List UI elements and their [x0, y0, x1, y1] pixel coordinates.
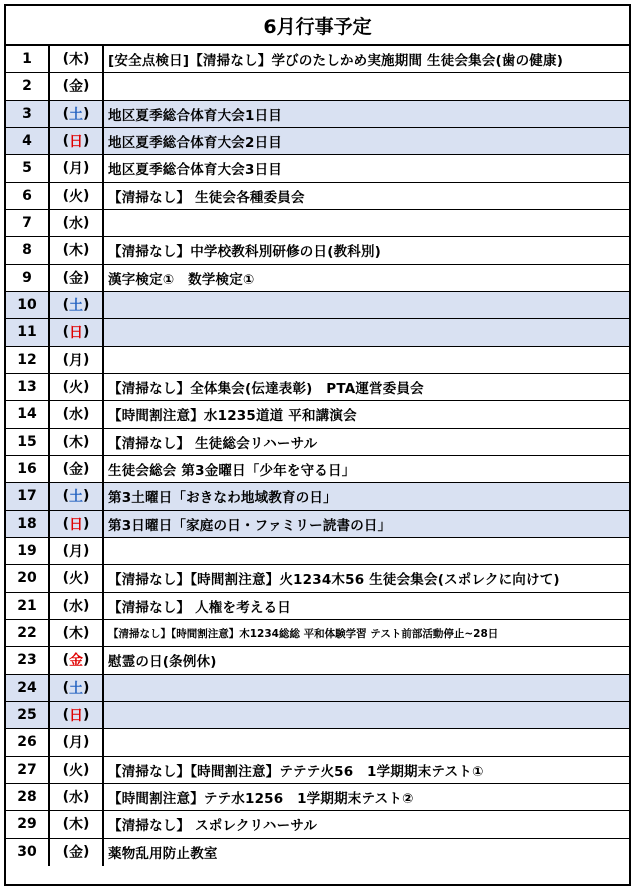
weekday-close-paren: ) [83, 269, 90, 286]
day-number: 1 [6, 46, 50, 72]
schedule-sheet [4, 4, 631, 886]
weekday-cell [50, 757, 104, 783]
day-number: 11 [6, 319, 50, 345]
weekday-label: 土 [69, 489, 83, 506]
weekday-label: 火 [69, 762, 83, 779]
weekday-close-paren: ) [83, 570, 90, 587]
schedule-row [6, 292, 629, 319]
day-number: 8 [6, 237, 50, 263]
schedule-title: 6月行事予定 [6, 6, 629, 46]
weekday-open-paren: ( [62, 187, 69, 204]
weekday-cell [50, 347, 104, 373]
weekday-open-paren: ( [62, 133, 69, 150]
day-number: 9 [6, 265, 50, 291]
weekday-cell [50, 292, 104, 318]
weekday-cell [50, 675, 104, 701]
weekday-open-paren: ( [62, 433, 69, 450]
day-number: 24 [6, 675, 50, 701]
weekday-cell [50, 593, 104, 619]
event-cell [104, 729, 629, 755]
weekday-close-paren: ) [83, 351, 90, 368]
weekday-open-paren: ( [62, 379, 69, 396]
event-cell: 【清掃なし】【時間割注意】テテテ火56 1学期期末テスト① [108, 763, 484, 780]
event-cell: 【清掃なし】【時間割注意】火1234木56 生徒会集会(スポレクに向けて) [108, 572, 560, 589]
schedule-row [6, 811, 629, 838]
schedule-row [6, 620, 629, 647]
weekday-open-paren: ( [62, 789, 69, 806]
day-number: 2 [6, 73, 50, 99]
weekday-open-paren: ( [62, 816, 69, 833]
weekday-cell [50, 620, 104, 646]
day-number: 21 [6, 593, 50, 619]
event-cell [104, 538, 629, 564]
schedule-row [6, 128, 629, 155]
weekday-close-paren: ) [83, 297, 90, 314]
weekday-cell [50, 210, 104, 236]
day-number: 4 [6, 128, 50, 154]
schedule-row [6, 265, 629, 292]
day-number: 3 [6, 101, 50, 127]
weekday-cell [50, 538, 104, 564]
day-number: 5 [6, 155, 50, 181]
weekday-open-paren: ( [62, 297, 69, 314]
weekday-cell [50, 729, 104, 755]
event-cell: 第3土曜日「おきなわ地域教育の日」 [108, 490, 337, 507]
weekday-cell [50, 702, 104, 728]
schedule-row [6, 456, 629, 483]
day-number: 16 [6, 456, 50, 482]
day-number: 22 [6, 620, 50, 646]
day-number: 18 [6, 511, 50, 537]
weekday-close-paren: ) [83, 78, 90, 95]
event-cell: 【清掃なし】全体集会(伝達表彰) PTA運営委員会 [108, 381, 424, 398]
weekday-close-paren: ) [83, 379, 90, 396]
weekday-cell [50, 811, 104, 837]
day-number: 28 [6, 784, 50, 810]
event-cell [104, 73, 629, 99]
weekday-label: 木 [69, 434, 83, 451]
weekday-label: 水 [69, 216, 83, 233]
schedule-row [6, 675, 629, 702]
weekday-label: 土 [69, 680, 83, 697]
day-number: 30 [6, 839, 50, 866]
schedule-row [6, 183, 629, 210]
weekday-label: 金 [69, 845, 83, 862]
schedule-row [6, 538, 629, 565]
schedule-row [6, 237, 629, 264]
event-cell: 【清掃なし】 スポレクリハーサル [108, 818, 318, 835]
weekday-label: 金 [69, 653, 83, 670]
weekday-open-paren: ( [62, 515, 69, 532]
event-cell [104, 702, 629, 728]
weekday-close-paren: ) [83, 324, 90, 341]
event-cell: [安全点検日]【清掃なし】学びのたしかめ実施期間 生徒会集会(歯の健康) [108, 53, 564, 70]
weekday-close-paren: ) [83, 652, 90, 669]
weekday-label: 日 [69, 325, 83, 342]
weekday-open-paren: ( [62, 461, 69, 478]
weekday-cell [50, 73, 104, 99]
schedule-row [6, 401, 629, 428]
weekday-label: 月 [69, 544, 83, 561]
event-cell [104, 675, 629, 701]
weekday-close-paren: ) [83, 761, 90, 778]
day-number: 27 [6, 757, 50, 783]
weekday-close-paren: ) [83, 488, 90, 505]
weekday-open-paren: ( [62, 707, 69, 724]
day-number: 10 [6, 292, 50, 318]
weekday-close-paren: ) [83, 597, 90, 614]
weekday-close-paren: ) [83, 160, 90, 177]
day-number: 25 [6, 702, 50, 728]
weekday-close-paren: ) [83, 543, 90, 560]
event-cell: 【清掃なし】 人権を考える日 [108, 599, 291, 616]
event-cell: 地区夏季総合体育大会3日目 [108, 162, 282, 179]
weekday-label: 木 [69, 52, 83, 69]
schedule-row [6, 374, 629, 401]
schedule-row [6, 565, 629, 592]
day-number: 23 [6, 647, 50, 673]
weekday-label: 金 [69, 270, 83, 287]
weekday-open-paren: ( [62, 406, 69, 423]
weekday-close-paren: ) [83, 187, 90, 204]
weekday-label: 金 [69, 79, 83, 96]
weekday-label: 火 [69, 380, 83, 397]
weekday-open-paren: ( [62, 597, 69, 614]
event-cell: 慰霊の日(条例休) [108, 654, 217, 671]
weekday-open-paren: ( [62, 351, 69, 368]
schedule-row [6, 483, 629, 510]
schedule-row [6, 155, 629, 182]
weekday-close-paren: ) [83, 461, 90, 478]
weekday-label: 木 [69, 626, 83, 643]
schedule-row [6, 73, 629, 100]
weekday-close-paren: ) [83, 433, 90, 450]
weekday-cell [50, 374, 104, 400]
weekday-cell [50, 565, 104, 591]
weekday-label: 水 [69, 790, 83, 807]
schedule-row [6, 347, 629, 374]
day-number: 15 [6, 429, 50, 455]
schedule-row [6, 511, 629, 538]
weekday-label: 月 [69, 161, 83, 178]
schedule-row [6, 429, 629, 456]
day-number: 26 [6, 729, 50, 755]
weekday-cell [50, 429, 104, 455]
weekday-cell [50, 401, 104, 427]
weekday-close-paren: ) [83, 515, 90, 532]
weekday-label: 日 [69, 708, 83, 725]
event-cell: 【清掃なし】 生徒総会リハーサル [108, 435, 318, 452]
event-cell [104, 347, 629, 373]
weekday-open-paren: ( [62, 761, 69, 778]
weekday-close-paren: ) [83, 215, 90, 232]
weekday-cell [50, 784, 104, 810]
weekday-open-paren: ( [62, 625, 69, 642]
day-number: 19 [6, 538, 50, 564]
weekday-close-paren: ) [83, 406, 90, 423]
schedule-row [6, 210, 629, 237]
event-cell: 第3日曜日「家庭の日・ファミリー読書の日」 [108, 517, 392, 534]
weekday-open-paren: ( [62, 488, 69, 505]
weekday-label: 日 [69, 134, 83, 151]
schedule-row [6, 784, 629, 811]
weekday-close-paren: ) [83, 734, 90, 751]
event-cell: 地区夏季総合体育大会1日目 [108, 107, 282, 124]
weekday-cell [50, 155, 104, 181]
weekday-close-paren: ) [83, 242, 90, 259]
schedule-row [6, 319, 629, 346]
day-number: 20 [6, 565, 50, 591]
weekday-close-paren: ) [83, 625, 90, 642]
weekday-close-paren: ) [83, 51, 90, 68]
event-cell: 【時間割注意】テテ水1256 1学期期末テスト② [108, 791, 414, 808]
weekday-label: 月 [69, 352, 83, 369]
weekday-open-paren: ( [62, 78, 69, 95]
event-cell [104, 210, 629, 236]
schedule-row [6, 702, 629, 729]
day-number: 17 [6, 483, 50, 509]
event-cell: 【清掃なし】 生徒会各種委員会 [108, 189, 305, 206]
event-cell: 生徒会総会 第3金曜日「少年を守る日」 [108, 463, 356, 480]
weekday-cell [50, 456, 104, 482]
weekday-open-paren: ( [62, 105, 69, 122]
event-cell: 【時間割注意】水1235道道 平和講演会 [108, 408, 357, 425]
weekday-open-paren: ( [62, 652, 69, 669]
weekday-cell [50, 46, 104, 72]
schedule-row [6, 647, 629, 674]
event-cell: 【清掃なし】【時間割注意】木1234総総 平和体験学習 テスト前部活動停止~28日 [108, 627, 499, 640]
weekday-label: 水 [69, 407, 83, 424]
weekday-label: 木 [69, 243, 83, 260]
schedule-row [6, 729, 629, 756]
weekday-cell [50, 183, 104, 209]
schedule-table [6, 46, 629, 866]
weekday-open-paren: ( [62, 679, 69, 696]
weekday-cell [50, 237, 104, 263]
weekday-open-paren: ( [62, 269, 69, 286]
weekday-open-paren: ( [62, 51, 69, 68]
weekday-close-paren: ) [83, 789, 90, 806]
weekday-label: 火 [69, 188, 83, 205]
schedule-row [6, 757, 629, 784]
weekday-label: 金 [69, 462, 83, 479]
weekday-open-paren: ( [62, 570, 69, 587]
event-cell [104, 292, 629, 318]
weekday-label: 火 [69, 571, 83, 588]
weekday-cell [50, 483, 104, 509]
event-cell [104, 319, 629, 345]
event-cell: 漢字検定① 数学検定① [108, 271, 255, 288]
weekday-label: 土 [69, 106, 83, 123]
weekday-close-paren: ) [83, 133, 90, 150]
weekday-open-paren: ( [62, 844, 69, 861]
weekday-close-paren: ) [83, 707, 90, 724]
weekday-close-paren: ) [83, 105, 90, 122]
weekday-open-paren: ( [62, 543, 69, 560]
day-number: 6 [6, 183, 50, 209]
schedule-row [6, 46, 629, 73]
weekday-open-paren: ( [62, 215, 69, 232]
schedule-row [6, 593, 629, 620]
weekday-close-paren: ) [83, 679, 90, 696]
day-number: 29 [6, 811, 50, 837]
schedule-row [6, 101, 629, 128]
day-number: 13 [6, 374, 50, 400]
event-cell: 【清掃なし】中学校教科別研修の日(教科別) [108, 244, 382, 261]
weekday-label: 水 [69, 598, 83, 615]
weekday-open-paren: ( [62, 160, 69, 177]
weekday-cell [50, 511, 104, 537]
event-cell: 地区夏季総合体育大会2日目 [108, 135, 282, 152]
day-number: 14 [6, 401, 50, 427]
weekday-open-paren: ( [62, 324, 69, 341]
weekday-label: 月 [69, 735, 83, 752]
weekday-cell [50, 647, 104, 673]
weekday-cell [50, 101, 104, 127]
weekday-label: 土 [69, 298, 83, 315]
weekday-cell [50, 265, 104, 291]
event-cell: 薬物乱用防止教室 [108, 846, 218, 863]
day-number: 7 [6, 210, 50, 236]
weekday-label: 日 [69, 516, 83, 533]
weekday-label: 木 [69, 817, 83, 834]
weekday-cell [50, 128, 104, 154]
day-number: 12 [6, 347, 50, 373]
weekday-open-paren: ( [62, 242, 69, 259]
weekday-cell [50, 319, 104, 345]
weekday-close-paren: ) [83, 816, 90, 833]
weekday-cell [50, 839, 104, 866]
weekday-open-paren: ( [62, 734, 69, 751]
weekday-close-paren: ) [83, 844, 90, 861]
schedule-row [6, 839, 629, 866]
